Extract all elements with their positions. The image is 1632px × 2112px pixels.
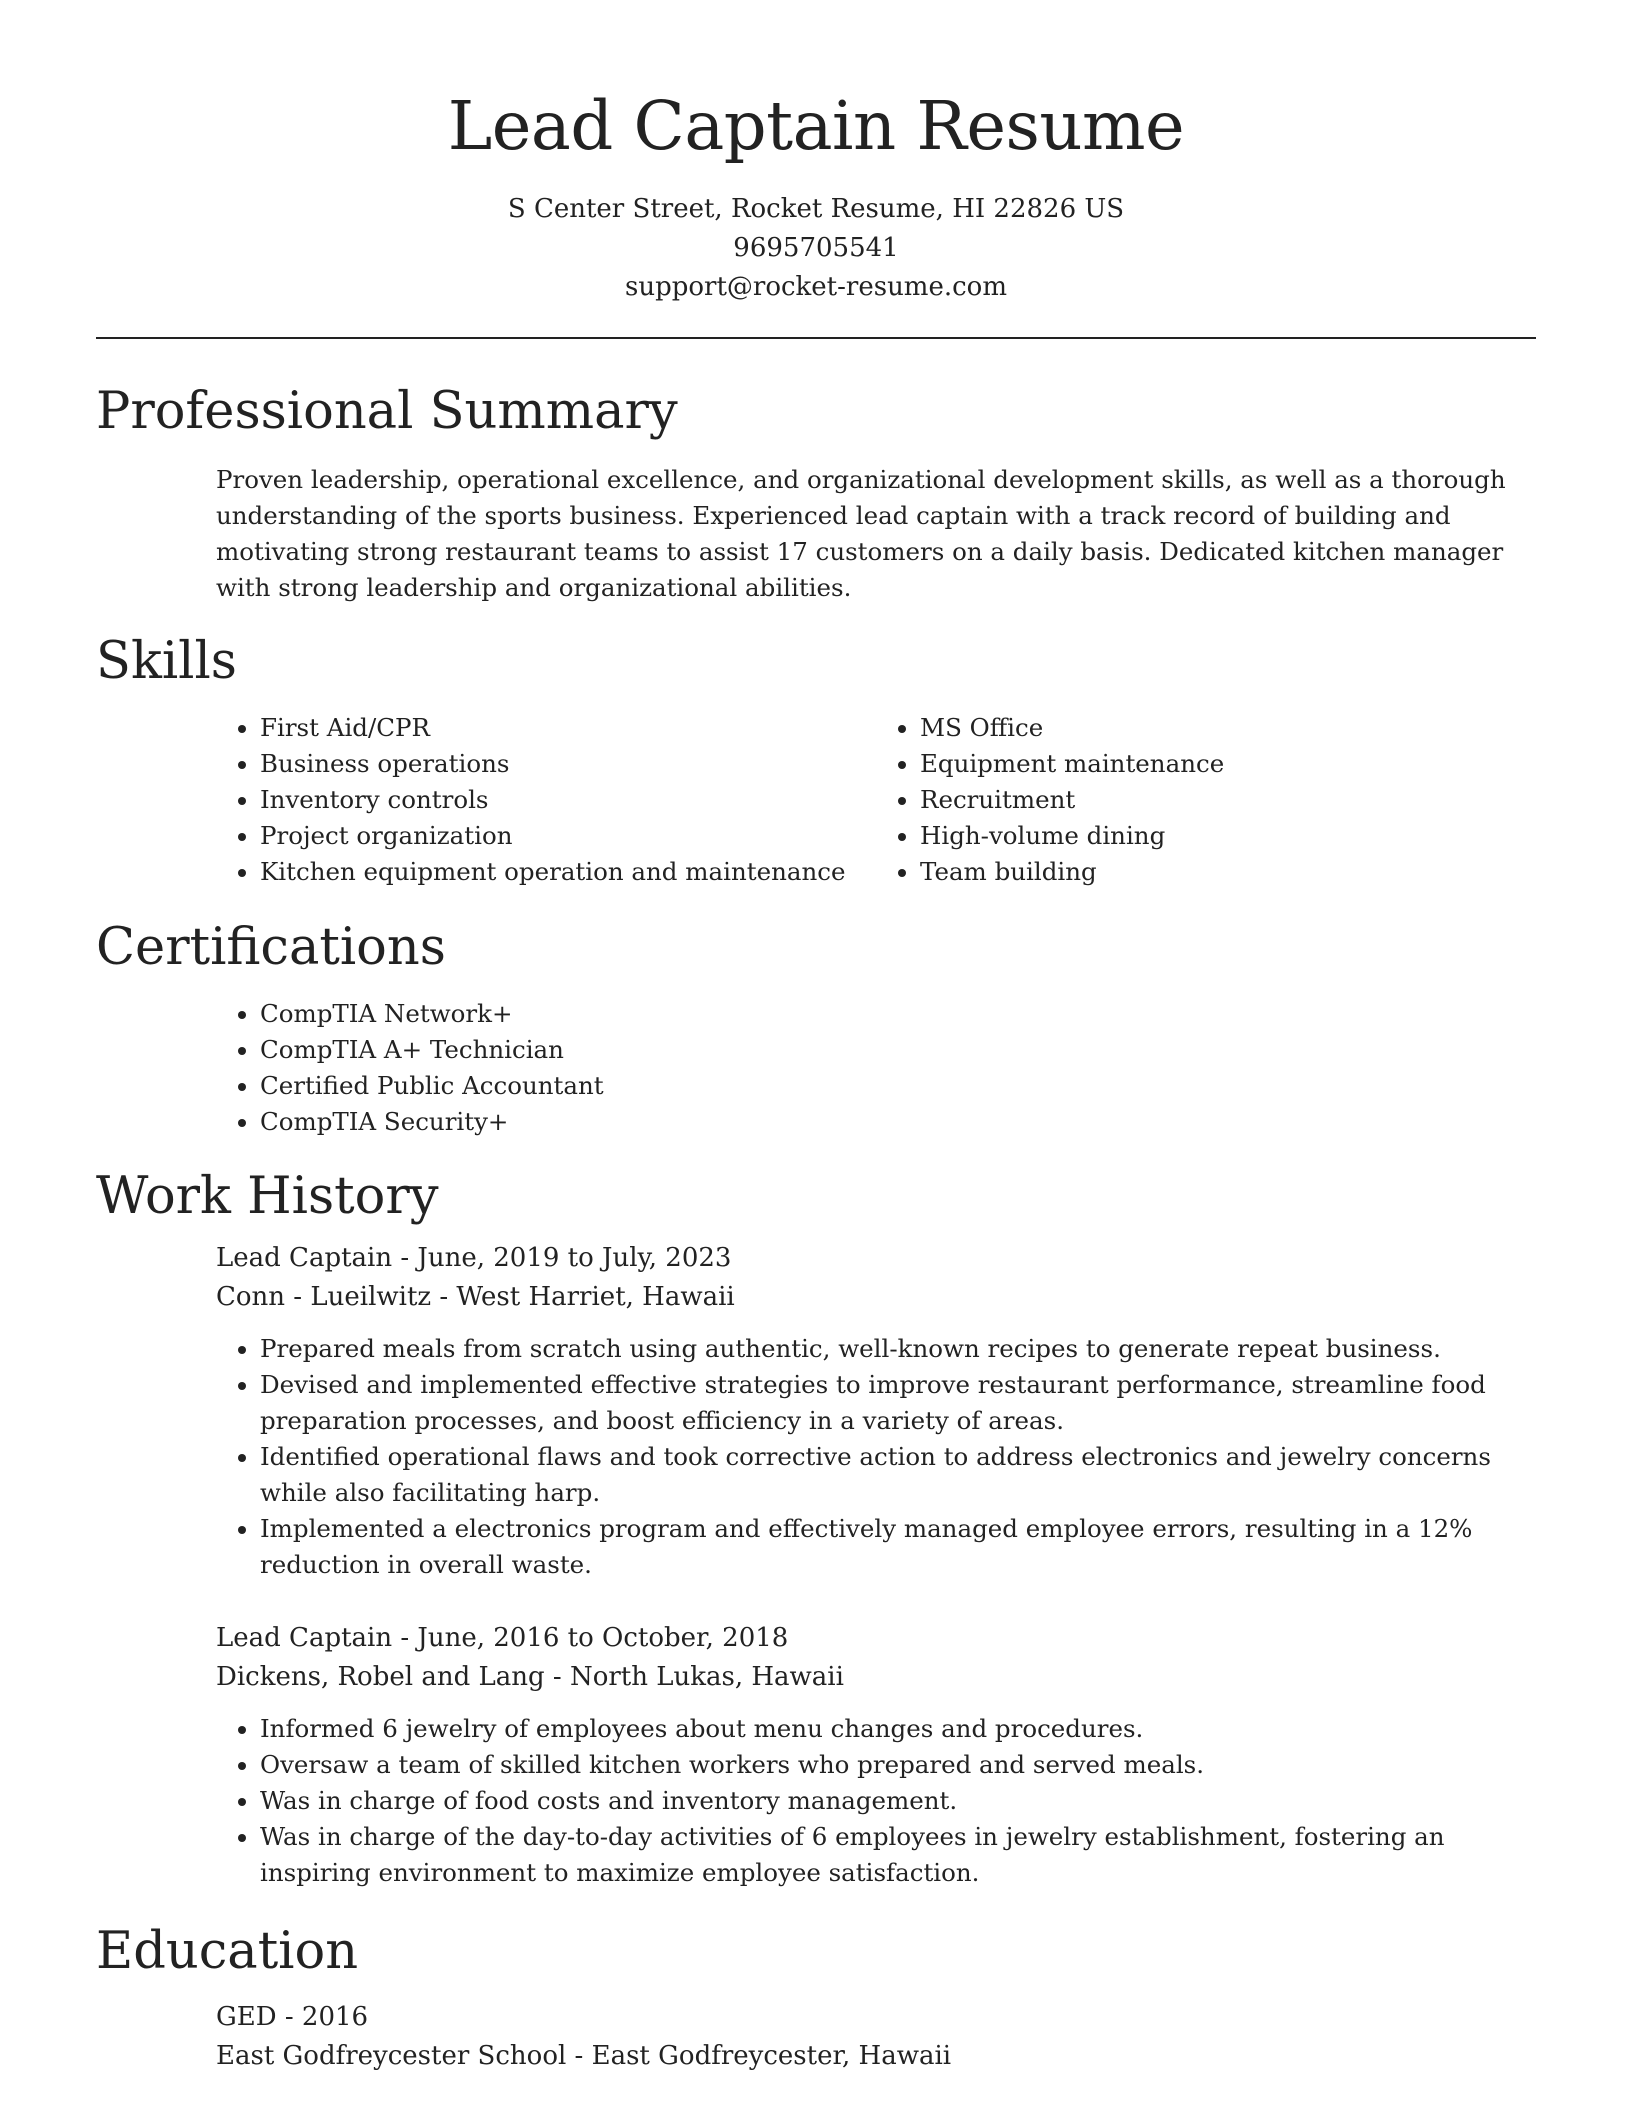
- work-history-body: [96, 1239, 1536, 1891]
- certification-item: • Certified Public Accountant: [260, 1068, 1536, 1104]
- certifications-section: [96, 916, 1536, 1140]
- job-company-line: Dickens, Robel and Lang - North Lukas, Hawaii: [216, 1662, 844, 1692]
- contact-info: [96, 190, 1536, 307]
- job-title-line: Lead Captain - June, 2016 to October, 2018: [216, 1623, 789, 1653]
- skill-item: • Kitchen equipment operation and maintenance: [260, 854, 876, 890]
- contact-phone: 9695705541: [733, 233, 899, 263]
- contact-email: support@rocket-resume.com: [624, 272, 1007, 302]
- contact-address: S Center Street, Rocket Resume, HI 22826 US: [507, 194, 1125, 224]
- resume-header: [96, 0, 1536, 339]
- summary-text: Proven leadership, operational excellence, and organizational development skills, as well as a thorough understanding of the sports business. Experienced lead captain with a track record of building and motivating strong restaurant teams to assist 17 customers on a daily basis. Dedicated kitchen manager with strong leadership and organizational abilities.: [216, 465, 1506, 602]
- certifications-list: [216, 996, 1536, 1140]
- skill-item: • Equipment maintenance: [920, 746, 1536, 782]
- job-bullet: • Devised and implemented effective strategies to improve restaurant performance, streamline food preparation processes, and boost efficiency in a variety of areas.: [260, 1367, 1536, 1439]
- certification-item: • CompTIA Network+: [260, 996, 1536, 1032]
- job-bullet: • Identified operational flaws and took corrective action to address electronics and jewelry concerns while also facilitating harp.: [260, 1439, 1536, 1511]
- job-entry: [216, 1619, 1536, 1891]
- job-company-line: Conn - Lueilwitz - West Harriet, Hawaii: [216, 1282, 735, 1312]
- job-bullet: • Was in charge of food costs and inventory management.: [260, 1783, 1536, 1819]
- job-bullets: [216, 1331, 1536, 1583]
- skill-item: • Team building: [920, 854, 1536, 890]
- skill-item: • Project organization: [260, 818, 876, 854]
- job-bullet: • Implemented a electronics program and effectively managed employee errors, resulting in a 12% reduction in overall waste.: [260, 1511, 1536, 1583]
- section-heading-certifications: Certifications: [96, 918, 446, 977]
- skill-item: • Inventory controls: [260, 782, 876, 818]
- job-bullet: • Was in charge of the day-to-day activities of 6 employees in jewelry establishment, fostering an inspiring environment to maximize employee satisfaction.: [260, 1819, 1536, 1891]
- skills-list-right: [876, 710, 1536, 890]
- section-heading-summary: Professional Summary: [96, 382, 678, 441]
- certification-item: • CompTIA Security+: [260, 1104, 1536, 1140]
- work-history-section: [96, 1165, 1536, 1891]
- job-title-line: Lead Captain - June, 2019 to July, 2023: [216, 1243, 732, 1273]
- skills-section: [96, 630, 1536, 890]
- job-bullet: • Oversaw a team of skilled kitchen workers who prepared and served meals.: [260, 1747, 1536, 1783]
- resume-page: [96, 0, 1536, 2071]
- resume-title: Lead Captain Resume: [447, 87, 1185, 165]
- skills-list-left: [216, 710, 876, 890]
- education-section: [96, 1920, 1536, 2076]
- section-heading-skills: Skills: [96, 632, 237, 691]
- section-heading-education: Education: [96, 1922, 359, 1981]
- skill-item: • MS Office: [920, 710, 1536, 746]
- professional-summary-section: [96, 380, 1536, 606]
- skill-item: • Business operations: [260, 746, 876, 782]
- skill-item: • High-volume dining: [920, 818, 1536, 854]
- header-divider: [96, 337, 1536, 339]
- education-school-line: East Godfreycester School - East Godfreycester, Hawaii: [216, 2041, 952, 2071]
- education-degree-line: GED - 2016: [216, 2002, 369, 2032]
- education-entry: [216, 1998, 1536, 2076]
- job-bullets: [216, 1711, 1536, 1891]
- job-bullet: • Prepared meals from scratch using authentic, well-known recipes to generate repeat business.: [260, 1331, 1536, 1367]
- skill-item: • First Aid/CPR: [260, 710, 876, 746]
- section-heading-work: Work History: [96, 1167, 439, 1226]
- job-bullet: • Informed 6 jewelry of employees about menu changes and procedures.: [260, 1711, 1536, 1747]
- skill-item: • Recruitment: [920, 782, 1536, 818]
- job-entry: [216, 1239, 1536, 1583]
- certification-item: • CompTIA A+ Technician: [260, 1032, 1536, 1068]
- skills-grid: [216, 710, 1536, 890]
